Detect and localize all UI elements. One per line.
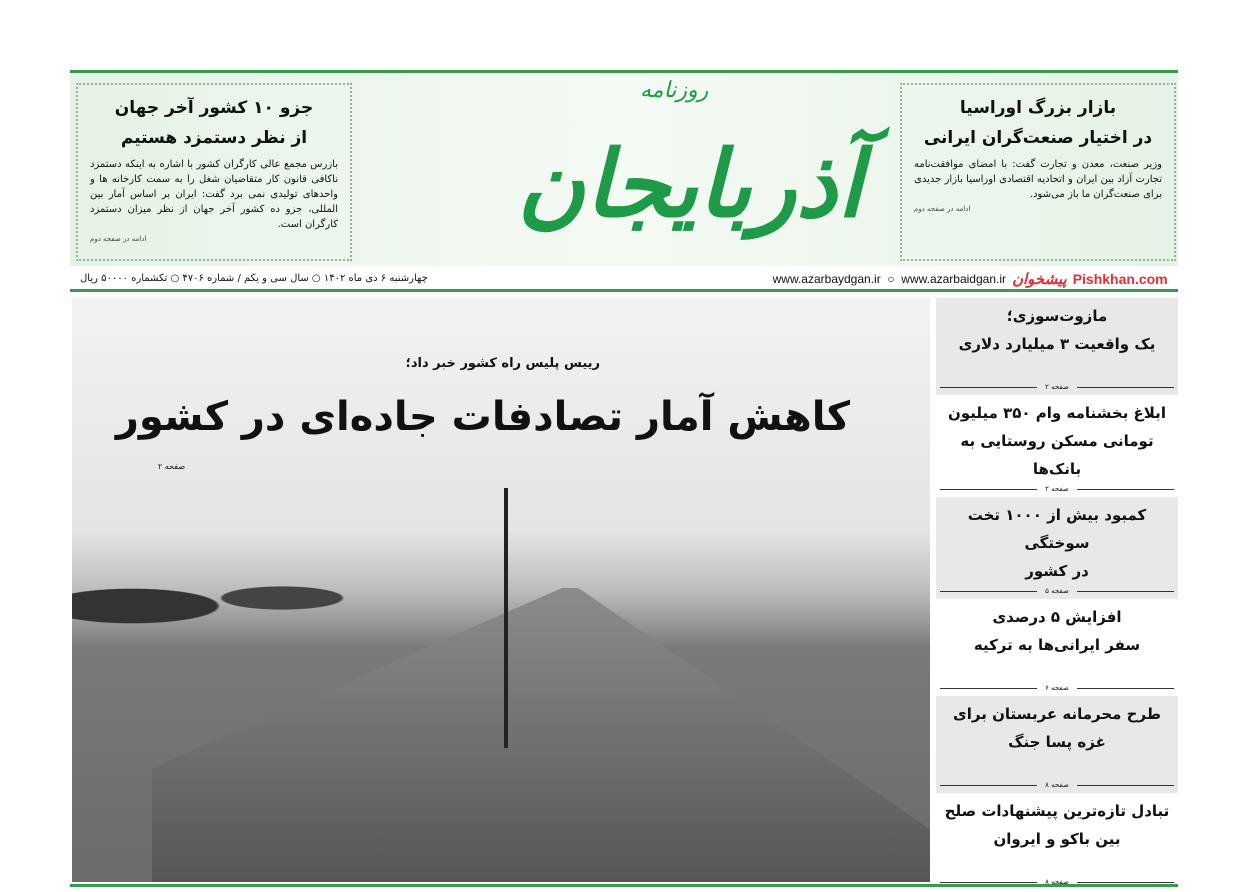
page-ref-text: صفحه ۵ <box>1037 587 1077 595</box>
sidebar-page-ref <box>936 876 1178 890</box>
sidebar-page-ref <box>936 381 1178 395</box>
sidebar-story[interactable] <box>936 793 1178 890</box>
sidebar-story[interactable] <box>936 599 1178 696</box>
sidebar-page-ref <box>936 779 1178 793</box>
sidebar-story-title: ابلاغ بخشنامه وام ۳۵۰ میلیون <box>948 404 1166 422</box>
main-page-ref: صفحه ۲ <box>158 462 186 471</box>
sidebar-headlines <box>936 298 1178 890</box>
right-teaser-box <box>900 83 1176 261</box>
watermark-en: Pishkhan.com <box>1072 271 1168 287</box>
main-kicker: رییس پلیس راه کشور خبر داد؛ <box>405 356 600 371</box>
sidebar-story-title: طرح محرمانه عربستان برای <box>953 705 1161 723</box>
teaser-headline: بازار بزرگ اوراسیا <box>959 98 1117 118</box>
sidebar-story[interactable] <box>936 696 1178 793</box>
teaser-headline: جزو ۱۰ کشور آخر جهان <box>114 98 314 118</box>
sidebar-story-title: مازوت‌سوزی؛ <box>1006 307 1108 325</box>
main-story-photo <box>72 298 930 882</box>
sidebar-story-title: تومانی مسکن روستایی به بانک‌ها <box>960 432 1154 478</box>
teaser-body: وزیر صنعت، معدن و تجارت گفت: با امضای موافقت‌نامه تجارت آزاد بین ایران و اتحادیه اقتصادی اوراسیا بازار جدیدی برای صنعت‌گران ما باز می‌شود. <box>914 159 1162 200</box>
watermark-logo <box>1012 268 1178 290</box>
teaser-headline: از نظر دستمزد هستیم <box>120 128 308 148</box>
teaser-body: بازرس مجمع عالی کارگران کشور با اشاره به اینکه دستمزد ناکافی قانون کار متقاضیان شغل را به سمت کارخانه ها و واحدهای تولیدی نمی برد گفت: ایران بر اساس آمار بین المللی، جزو ده کشور آخر جهان از نظر میزان دستمزد کارگران است. <box>90 159 338 230</box>
teaser-more: ادامه در صفحه دوم <box>914 205 971 213</box>
sidebar-story-title: بین باکو و ایروان <box>993 830 1121 848</box>
bottom-rule <box>70 884 1178 887</box>
teaser-headline: در اختیار صنعت‌گران ایرانی <box>923 128 1153 148</box>
logo-prefix: روزنامه <box>640 78 709 103</box>
sidebar-story[interactable] <box>936 298 1178 395</box>
newspaper-logo <box>490 73 890 265</box>
page-ref-text: صفحه ۸ <box>1037 878 1077 886</box>
trees-graphic <box>72 558 372 638</box>
sidebar-story-title: کمبود بیش از ۱۰۰۰ تخت سوختگی <box>967 506 1147 552</box>
masthead <box>70 70 1178 266</box>
power-pole-graphic <box>504 488 508 748</box>
sidebar-story[interactable] <box>936 395 1178 497</box>
page-ref-text: صفحه ۸ <box>1037 781 1077 789</box>
sidebar-page-ref <box>936 585 1178 599</box>
teaser-more: ادامه در صفحه دوم <box>90 235 147 243</box>
logo-name: آذربایجان <box>517 130 863 238</box>
issue-date-line: چهارشنبه ۶ دی ماه ۱۴۰۲ ○ سال سی و یکم / شماره ۴۷۰۶ ○ تکشماره ۵۰۰۰۰ ریال <box>80 273 428 284</box>
page-ref-text: صفحه ۲ <box>1037 383 1077 391</box>
page-ref-text: صفحه ۲ <box>1037 485 1077 493</box>
sidebar-page-ref <box>936 483 1178 497</box>
website-links[interactable]: www.azarbaydgan.ir ○ www.azarbaidgan.ir <box>772 272 1006 286</box>
sidebar-story[interactable] <box>936 497 1178 599</box>
page-ref-text: صفحه ۶ <box>1037 684 1077 692</box>
sidebar-story-title: یک واقعیت ۳ میلیارد دلاری <box>958 335 1156 353</box>
sidebar-story-title: در کشور <box>1025 562 1089 580</box>
sidebar-story-title: افزایش ۵ درصدی <box>992 608 1122 626</box>
sidebar-story-title: سفر ایرانی‌ها به ترکیه <box>973 636 1141 654</box>
sidebar-story-title: تبادل تازه‌ترین پیشنهادات صلح <box>944 802 1170 820</box>
left-teaser-box <box>76 83 352 261</box>
watermark-fa: پیشخوان <box>1012 270 1067 288</box>
sidebar-story-title: غزه پسا جنگ <box>1008 733 1106 751</box>
main-headline[interactable]: کاهش آمار تصادفات جاده‌ای در کشور <box>115 394 850 440</box>
sidebar-page-ref <box>936 682 1178 696</box>
